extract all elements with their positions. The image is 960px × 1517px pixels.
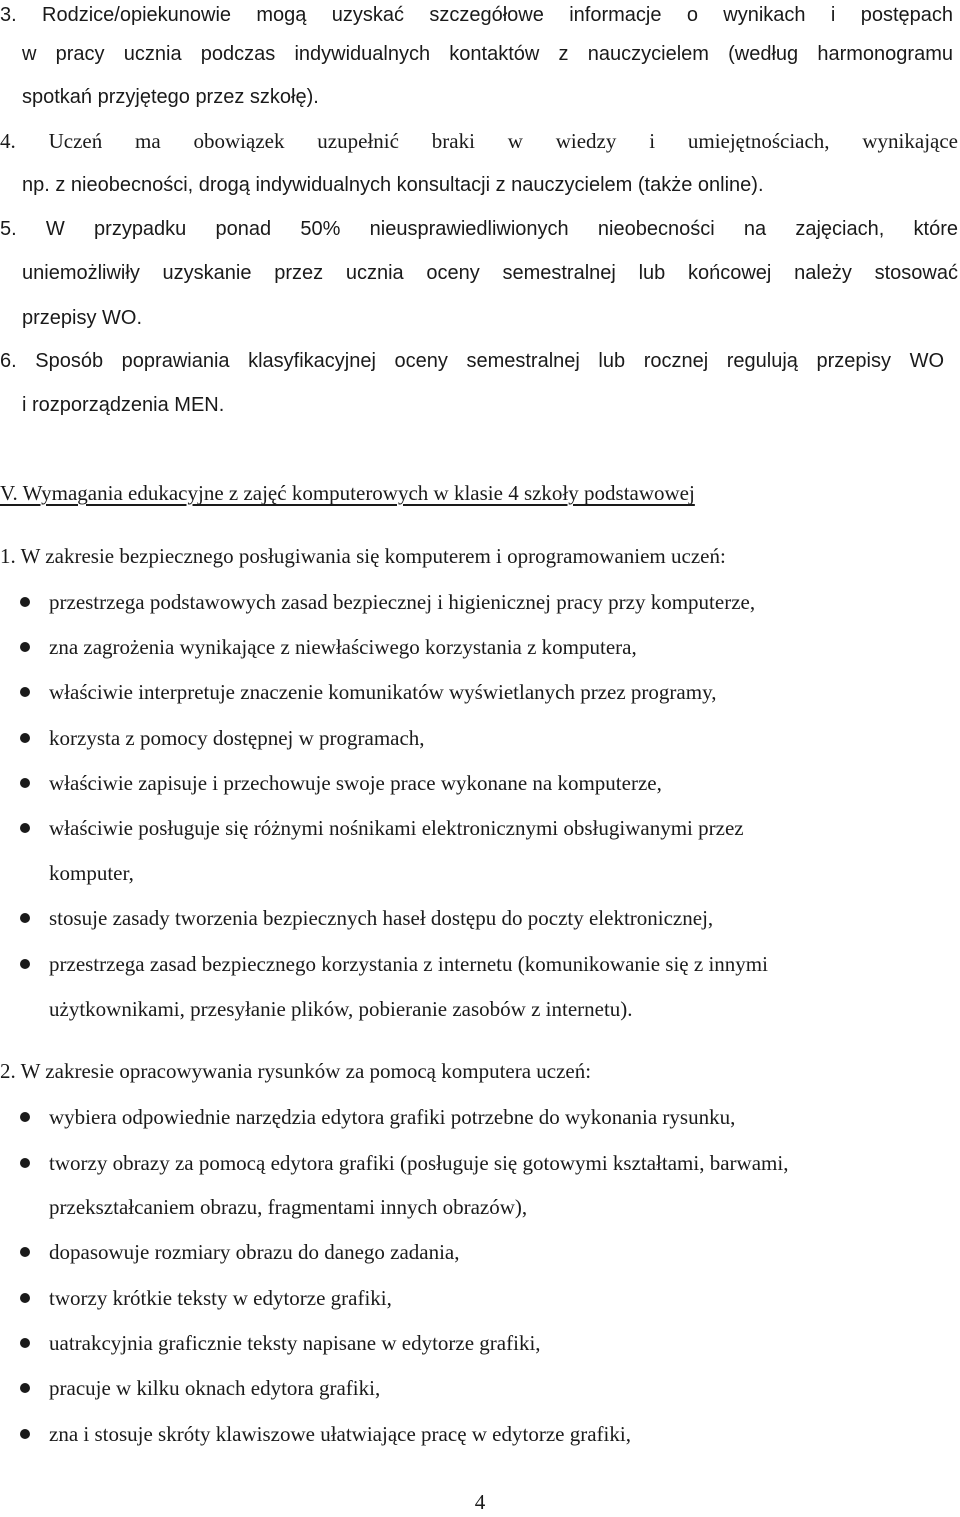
list-item-text: tworzy obrazy za pomocą edytora grafiki (posługuje się gotowymi kształtami, barwami, <box>49 1151 789 1175</box>
bullet-icon <box>20 778 30 788</box>
list-item-continuation: przekształcaniem obrazu, fragmentami innych obrazów), <box>49 1195 528 1219</box>
list-item-continuation: użytkownikami, przesyłanie plików, pobieranie zasobów z internetu). <box>49 997 633 1021</box>
list-item-text: pracuje w kilku oknach edytora grafiki, <box>49 1376 381 1400</box>
item-5-line-3: przepisy WO. <box>22 307 143 329</box>
bullet-icon <box>20 597 30 607</box>
bullet-icon <box>20 1247 30 1257</box>
list-item-text: uatrakcyjnia graficznie teksty napisane w edytorze grafiki, <box>49 1331 541 1355</box>
bullet-icon <box>20 687 30 697</box>
bullet-icon <box>20 913 30 923</box>
bullet-icon <box>20 1429 30 1439</box>
list-item-text: właściwie interpretuje znaczenie komunikatów wyświetlanych przez programy, <box>49 680 717 704</box>
section-v-heading: V. Wymagania edukacyjne z zajęć komputerowych w klasie 4 szkoły podstawowej <box>0 481 695 505</box>
bullet-icon <box>20 733 30 743</box>
item-3-line-1: 3. Rodzice/opiekunowie mogą uzyskać szczegółowe informacje o wynikach i postępach <box>0 4 953 26</box>
subsection-2-title: 2. W zakresie opracowywania rysunków za pomocą komputera uczeń: <box>0 1059 592 1083</box>
bullet-icon <box>20 1158 30 1168</box>
list-item-text: zna zagrożenia wynikające z niewłaściwego korzystania z komputera, <box>49 635 637 659</box>
item-4-line-2: np. z nieobecności, drogą indywidualnych konsultacji z nauczycielem (także online). <box>22 174 764 196</box>
bullet-icon <box>20 642 30 652</box>
page-number: 4 <box>474 1490 486 1514</box>
item-3-line-3: spotkań przyjętego przez szkołę). <box>22 86 319 108</box>
bullet-icon <box>20 1383 30 1393</box>
list-item-text: dopasowuje rozmiary obrazu do danego zadania, <box>49 1240 460 1264</box>
item-5-line-1: 5. W przypadku ponad 50% nieusprawiedliwionych nieobecności na zajęciach, które <box>0 218 958 240</box>
item-6-line-1: 6. Sposób poprawiania klasyfikacyjnej oceny semestralnej lub rocznej regulują przepisy WO <box>0 350 944 372</box>
bullet-icon <box>20 1112 30 1122</box>
bullet-icon <box>20 959 30 969</box>
bullet-icon <box>20 1338 30 1348</box>
bullet-icon <box>20 1293 30 1303</box>
list-item-text: korzysta z pomocy dostępnej w programach, <box>49 726 425 750</box>
list-item-text: właściwie posługuje się różnymi nośnikami elektronicznymi obsługiwanymi przez <box>49 816 744 840</box>
item-3-line-2: w pracy ucznia podczas indywidualnych kontaktów z nauczycielem (według harmonogramu <box>22 43 953 65</box>
list-item-text: przestrzega zasad bezpiecznego korzystania z internetu (komunikowanie się z innymi <box>49 952 768 976</box>
list-item-text: wybiera odpowiednie narzędzia edytora grafiki potrzebne do wykonania rysunku, <box>49 1105 736 1129</box>
list-item-continuation: komputer, <box>49 861 134 885</box>
list-item-text: tworzy krótkie teksty w edytorze grafiki, <box>49 1286 392 1310</box>
subsection-1-title: 1. W zakresie bezpiecznego posługiwania się komputerem i oprogramowaniem uczeń: <box>0 544 726 568</box>
item-5-line-2: uniemożliwiły uzyskanie przez ucznia oceny semestralnej lub końcowej należy stosować <box>22 262 958 284</box>
bullet-icon <box>20 823 30 833</box>
list-item-text: właściwie zapisuje i przechowuje swoje prace wykonane na komputerze, <box>49 771 662 795</box>
item-4-line-1: 4. Uczeń ma obowiązek uzupełnić braki w wiedzy i umiejętnościach, wynikające <box>0 129 958 153</box>
list-item-text: stosuje zasady tworzenia bezpiecznych haseł dostępu do poczty elektronicznej, <box>49 906 714 930</box>
list-item-text: zna i stosuje skróty klawiszowe ułatwiające pracę w edytorze grafiki, <box>49 1422 631 1446</box>
item-6-line-2: i rozporządzenia MEN. <box>22 394 225 416</box>
list-item-text: przestrzega podstawowych zasad bezpiecznej i higienicznej pracy przy komputerze, <box>49 590 756 614</box>
